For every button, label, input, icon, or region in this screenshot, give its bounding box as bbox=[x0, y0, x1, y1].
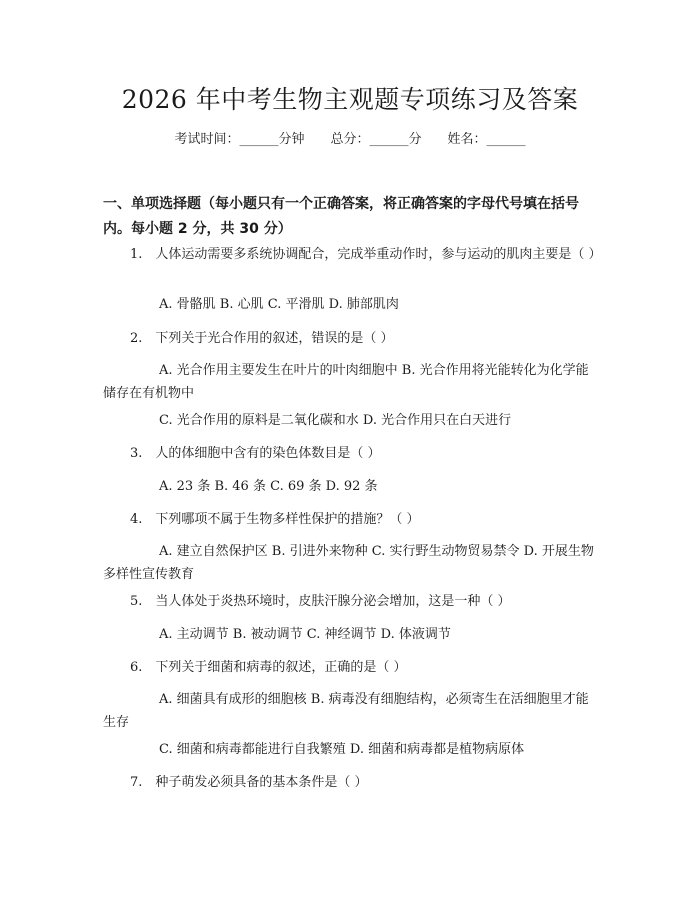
question-4: 4. 下列哪项不属于生物多样性保护的措施？（ ） bbox=[130, 512, 420, 527]
student-name-field: 姓名：______ bbox=[447, 132, 526, 147]
question-1-options: A. 骨骼肌 B. 心肌 C. 平滑肌 D. 肺部肌肉 bbox=[159, 297, 399, 312]
question-3-options: A. 23 条 B. 46 条 C. 69 条 D. 92 条 bbox=[159, 479, 378, 494]
question-6-options-c-d: C. 细菌和病毒都能进行自我繁殖 D. 细菌和病毒都是植物病原体 bbox=[159, 742, 525, 757]
section-heading: 一、单项选择题（每小题只有一个正确答案，将正确答案的字母代号填在括号内。每小题 2 分，共 30 分） bbox=[103, 196, 579, 237]
question-5-options: A. 主动调节 B. 被动调节 C. 神经调节 D. 体液调节 bbox=[159, 627, 451, 642]
question-1: 1. 人体运动需要多系统协调配合，完成举重动作时，参与运动的肌肉主要是（ ） bbox=[130, 247, 602, 262]
question-2: 2. 下列关于光合作用的叙述，错误的是（ ） bbox=[130, 331, 394, 346]
exam-time-field: 考试时间：______分钟 bbox=[174, 132, 305, 147]
question-2-options-c-d: C. 光合作用的原料是二氧化碳和水 D. 光合作用只在白天进行 bbox=[159, 413, 512, 428]
question-6-options-a-b: A. 细菌具有成形的细胞核 B. 病毒没有细胞结构，必须寄生在活细胞里才能生存 bbox=[103, 692, 589, 730]
page-title: 2026 年中考生物主观题专项练习及答案 bbox=[121, 85, 579, 114]
question-5: 5. 当人体处于炎热环境时，皮肤汗腺分泌会增加，这是一种（ ） bbox=[130, 594, 511, 609]
question-6: 6. 下列关于细菌和病毒的叙述，正确的是（ ） bbox=[130, 660, 407, 675]
total-score-field: 总分：______分 bbox=[330, 132, 422, 147]
question-7: 7. 种子萌发必须具备的基本条件是（ ） bbox=[130, 775, 368, 790]
question-4-options: A. 建立自然保护区 B. 引进外来物种 C. 实行野生动物贸易禁令 D. 开展生物多样性宣传教育 bbox=[103, 544, 594, 582]
exam-meta bbox=[0, 131, 700, 149]
question-2-options-a-b: A. 光合作用主要发生在叶片的叶肉细胞中 B. 光合作用将光能转化为化学能储存在有机物中 bbox=[103, 363, 589, 401]
question-3: 3. 人的体细胞中含有的染色体数目是（ ） bbox=[130, 446, 381, 461]
